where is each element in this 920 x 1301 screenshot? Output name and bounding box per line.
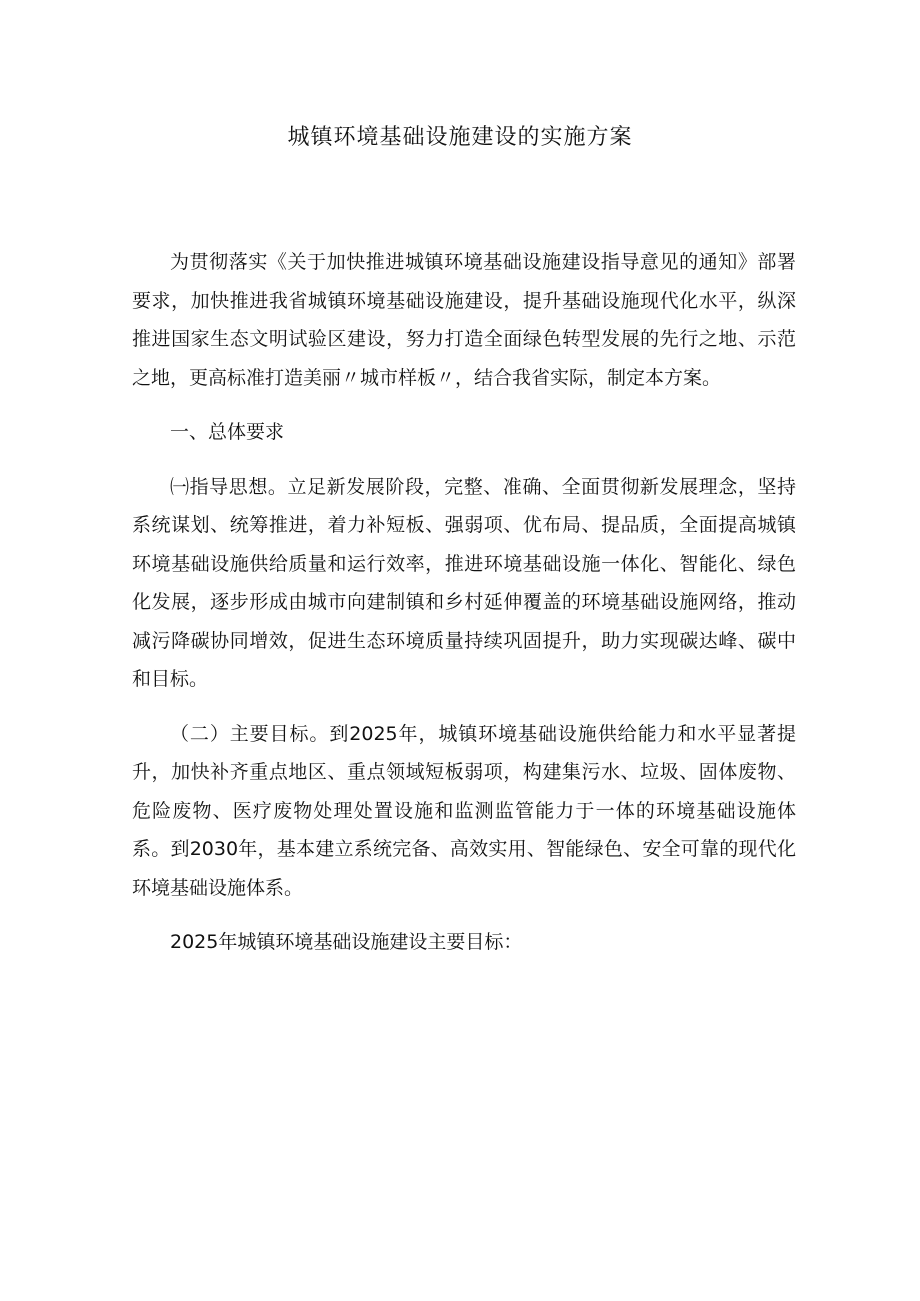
document-title: 城镇环境基础设施建设的实施方案	[287, 125, 633, 150]
section-heading-general-requirements: 一、总体要求	[170, 421, 285, 443]
guiding-thought-paragraph: ㈠指导思想。立足新发展阶段，完整、准确、全面贯彻新发展理念，坚持系统谋划、统筹推进，着力补短板、强弱项、优布局、提品质，全面提高城镇环境基础设施供给质量和运行效率，推进环境基础设施一体化、智能化、绿色化发展，逐步形成由城市向建制镇和乡村延伸覆盖的环境基础设施网络，推动减污降碳协同增效，促进生态环境质量持续巩固提升，助力实现碳达峰、碳中和目标。	[132, 475, 796, 690]
main-goals-paragraph: （二）主要目标。到2025年，城镇环境基础设施供给能力和水平显著提升，加快补齐重点地区、重点领域短板弱项，构建集污水、垃圾、固体废物、危险废物、医疗废物处理处置设施和监测监管能力于一体的环境基础设施体系。到2030年，基本建立系统完备、高效实用、智能绿色、安全可靠的现代化环境基础设施体系。	[132, 722, 796, 899]
intro-paragraph: 为贯彻落实《关于加快推进城镇环境基础设施建设指导意见的通知》部署要求，加快推进我省城镇环境基础设施建设，提升基础设施现代化水平，纵深推进国家生态文明试验区建设，努力打造全面绿色转型发展的先行之地、示范之地，更高标准打造美丽〃城市样板〃，结合我省实际，制定本方案。	[132, 251, 796, 389]
document-body	[132, 243, 796, 978]
goals-2025-caption: 2025年城镇环境基础设施建设主要目标：	[170, 931, 523, 953]
